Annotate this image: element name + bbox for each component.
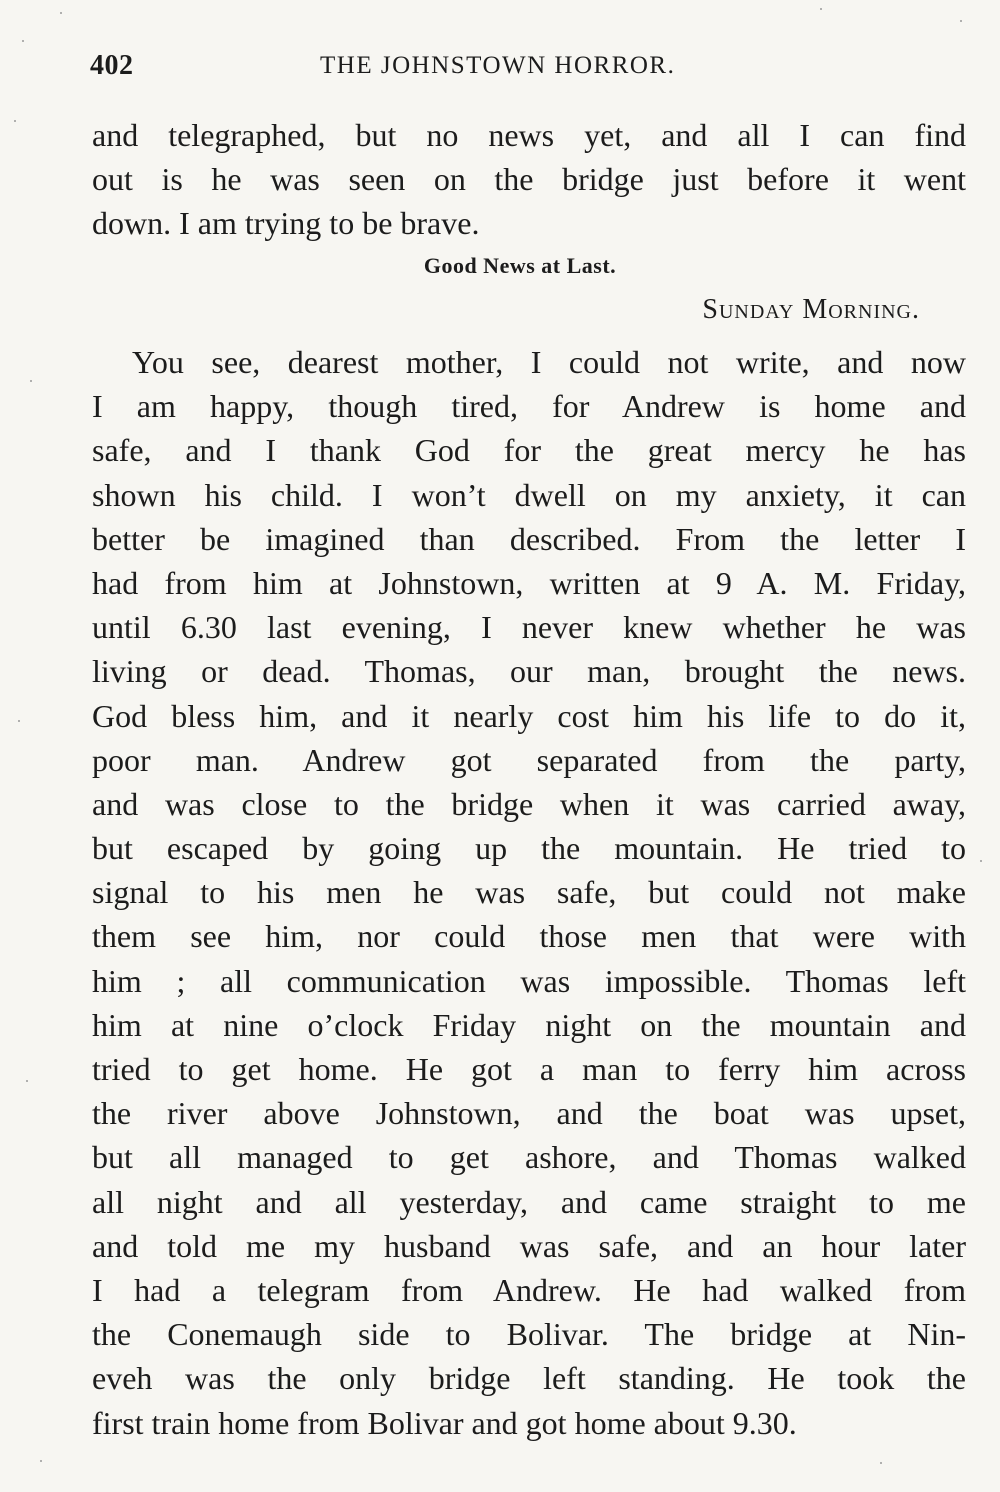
text-line: and was close to the bridge when it was carried away, <box>92 785 966 822</box>
text-line: down. I am trying to be brave. <box>92 205 480 242</box>
text-line: poor man. Andrew got separated from the party, <box>92 741 966 778</box>
text-line: but escaped by going up the mountain. He tried to <box>92 830 966 867</box>
page-header <box>90 46 966 86</box>
text-line: them see him, nor could those men that were with <box>92 918 966 955</box>
text-line: safe, and I thank God for the great mercy he has <box>92 432 966 469</box>
text-line: eveh was the only bridge left standing. He took the <box>92 1360 966 1397</box>
text-line: God bless him, and it nearly cost him his life to do it, <box>92 697 966 734</box>
text-line: all night and all yesterday, and came straight to me <box>92 1183 966 1220</box>
running-title: THE JOHNSTOWN HORROR. <box>320 52 676 79</box>
text-line: signal to his men he was safe, but could not make <box>92 874 966 911</box>
text-line: until 6.30 last evening, I never knew whether he was <box>92 609 966 646</box>
text-line: living or dead. Thomas, our man, brought the news. <box>92 653 966 690</box>
text-line: I am happy, though tired, for Andrew is home and <box>92 388 966 425</box>
text-line: and told me my husband was safe, and an hour later <box>92 1227 966 1264</box>
text-line: tried to get home. He got a man to ferry him across <box>92 1051 966 1087</box>
letter-paragraph <box>92 340 966 1445</box>
text-line: You see, dearest mother, I could not write, and now <box>132 344 966 380</box>
text-line: him ; all communication was impossible. Thomas left <box>92 962 966 999</box>
text-line: had from him at Johnstown, written at 9 A. M. Friday, <box>92 564 966 601</box>
section-heading: Good News at Last. <box>423 253 617 278</box>
continued-paragraph <box>92 113 966 246</box>
text-line: I had a telegram from Andrew. He had walked from <box>92 1271 966 1308</box>
page-number: 402 <box>90 50 134 81</box>
text-line: but all managed to get ashore, and Thomas walked <box>92 1139 966 1176</box>
text-line: the river above Johnstown, and the boat was upset, <box>92 1095 966 1132</box>
text-line: better be imagined than described. From the letter I <box>92 520 966 557</box>
text-line: shown his child. I won’t dwell on my anxiety, it can <box>92 476 966 513</box>
text-line: first train home from Bolivar and got home about 9.30. <box>92 1404 797 1441</box>
text-line: the Conemaugh side to Bolivar. The bridge at Nin- <box>92 1316 966 1353</box>
text-line: and telegraphed, but no news yet, and all I can find <box>92 117 966 153</box>
text-line: him at nine o’clock Friday night on the mountain and <box>92 1006 966 1043</box>
dateline: Sunday Morning. <box>702 294 920 325</box>
text-line: out is he was seen on the bridge just before it went <box>92 161 966 198</box>
